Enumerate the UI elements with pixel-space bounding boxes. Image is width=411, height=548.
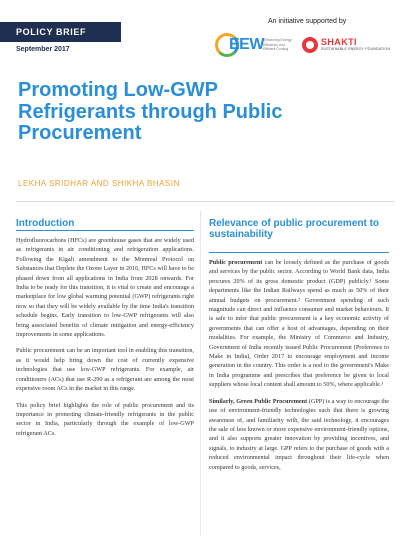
initiative-label: An initiative supported by [268, 18, 347, 25]
policy-brief-tag: POLICY BRIEF [0, 22, 121, 42]
column-divider [200, 211, 201, 536]
shakti-logo-text: SHAKTI [321, 37, 357, 47]
relevance-heading: Relevance of public procurement to sustainability [209, 218, 380, 240]
paragraph-text: can be loosely defined as the purchase of goods and services by the public sector. According to World Bank data, India procures 20% of its gross domestic product (GDP) publicly.¹ Some departments like the Indian Railways spend as much as 50% of their annual budgets on procurement.² Government spending of such magnitude can direct and influence consumer and market behaviours. It is safe to infer that public procurement is a key economic activity of governments that can offer a host of advantages, depending on their modalities. For example, the Ministry of Commerce and Industry, Government of India recently issued Public Procurement (Preference to Make in India), Order 2017 to encourage employment and income generation in the country. This order is a nod to the government's Make in India programme and prescribes that preference be given to local suppliers whose local content shall amount to 50%, where applicable.³ [209, 259, 389, 389]
paragraph-lead: Public procurement [209, 259, 263, 266]
relevance-heading-rule [209, 252, 389, 253]
introduction-paragraph: Hydrofluorocarbons (HFCs) are greenhouse gases that are widely used as refrigerants in air conditioning and refrigeration applications. Following the Kigali amendment to the Montreal Protocol on Substances that Deplete the Ozone Layer in 2016, HFCs will have to be phased down from all applications in India from 2028 onwards. For India to be ready for this transition, it is vital to create and encourage a marketplace for low global warming potential (GWP) refrigerants right now so that they will be widely available by the time India's transition schedule begins. Early transition to low-GWP refrigerants will also bring associated benefits of climate mitigation and energy-efficiency improvements in some applications. [16, 237, 194, 339]
document-title: Promoting Low-GWP Refrigerants through Public Procurement [18, 79, 283, 144]
header-divider [16, 201, 394, 202]
authors-line: LEKHA SRIDHAR AND SHIKHA BHASIN [18, 179, 180, 188]
introduction-paragraph: Public procurement can be an important tool in enabling this transition, as it would help bring down the cost of currently expensive technologies that use low-GWP refrigerants. For example, air conditioners (ACs) that use R-290 as a refrigerant are among the most expensive room ACs in the market in this range. [16, 347, 194, 393]
eew-logo [215, 33, 295, 63]
paragraph-lead: Similarly, Green Public Procurement [209, 397, 308, 405]
introduction-body [16, 236, 194, 445]
relevance-paragraph [209, 397, 389, 472]
eew-logo-subtitle: Enhancing Energy Efficiency and Efficient Cooling [263, 38, 292, 51]
relevance-paragraph [209, 258, 389, 390]
shakti-logo [302, 36, 392, 60]
paragraph-text: (GPP) is a way to encourage the use of environment-friendly technologies such that there is growing awareness of, and familiarity with, the said technology, it encourages the sale of less known or more expensive environment-friendly options, and it also supports greater innovation by providing incentives, and signals, to industry at large. GPP refers to the purchase of goods with a reduced environmental impact throughout their life-cycle when compared to goods, services, [209, 397, 389, 471]
introduction-heading: Introduction [16, 218, 75, 229]
shakti-logo-subtitle: SUSTAINABLE ENERGY FOUNDATION [321, 47, 391, 51]
shakti-logo-mark-icon [302, 37, 318, 53]
introduction-heading-rule [16, 230, 194, 231]
publication-date: September 2017 [16, 46, 70, 53]
relevance-body [209, 258, 389, 479]
eew-logo-text: EEW [229, 36, 264, 53]
introduction-paragraph: This policy brief highlights the role of public procurement and its importance in promoting climate-friendly refrigerants in the public sector in India, particularly through the example of low-GWP refrigerant ACs. [16, 401, 194, 437]
